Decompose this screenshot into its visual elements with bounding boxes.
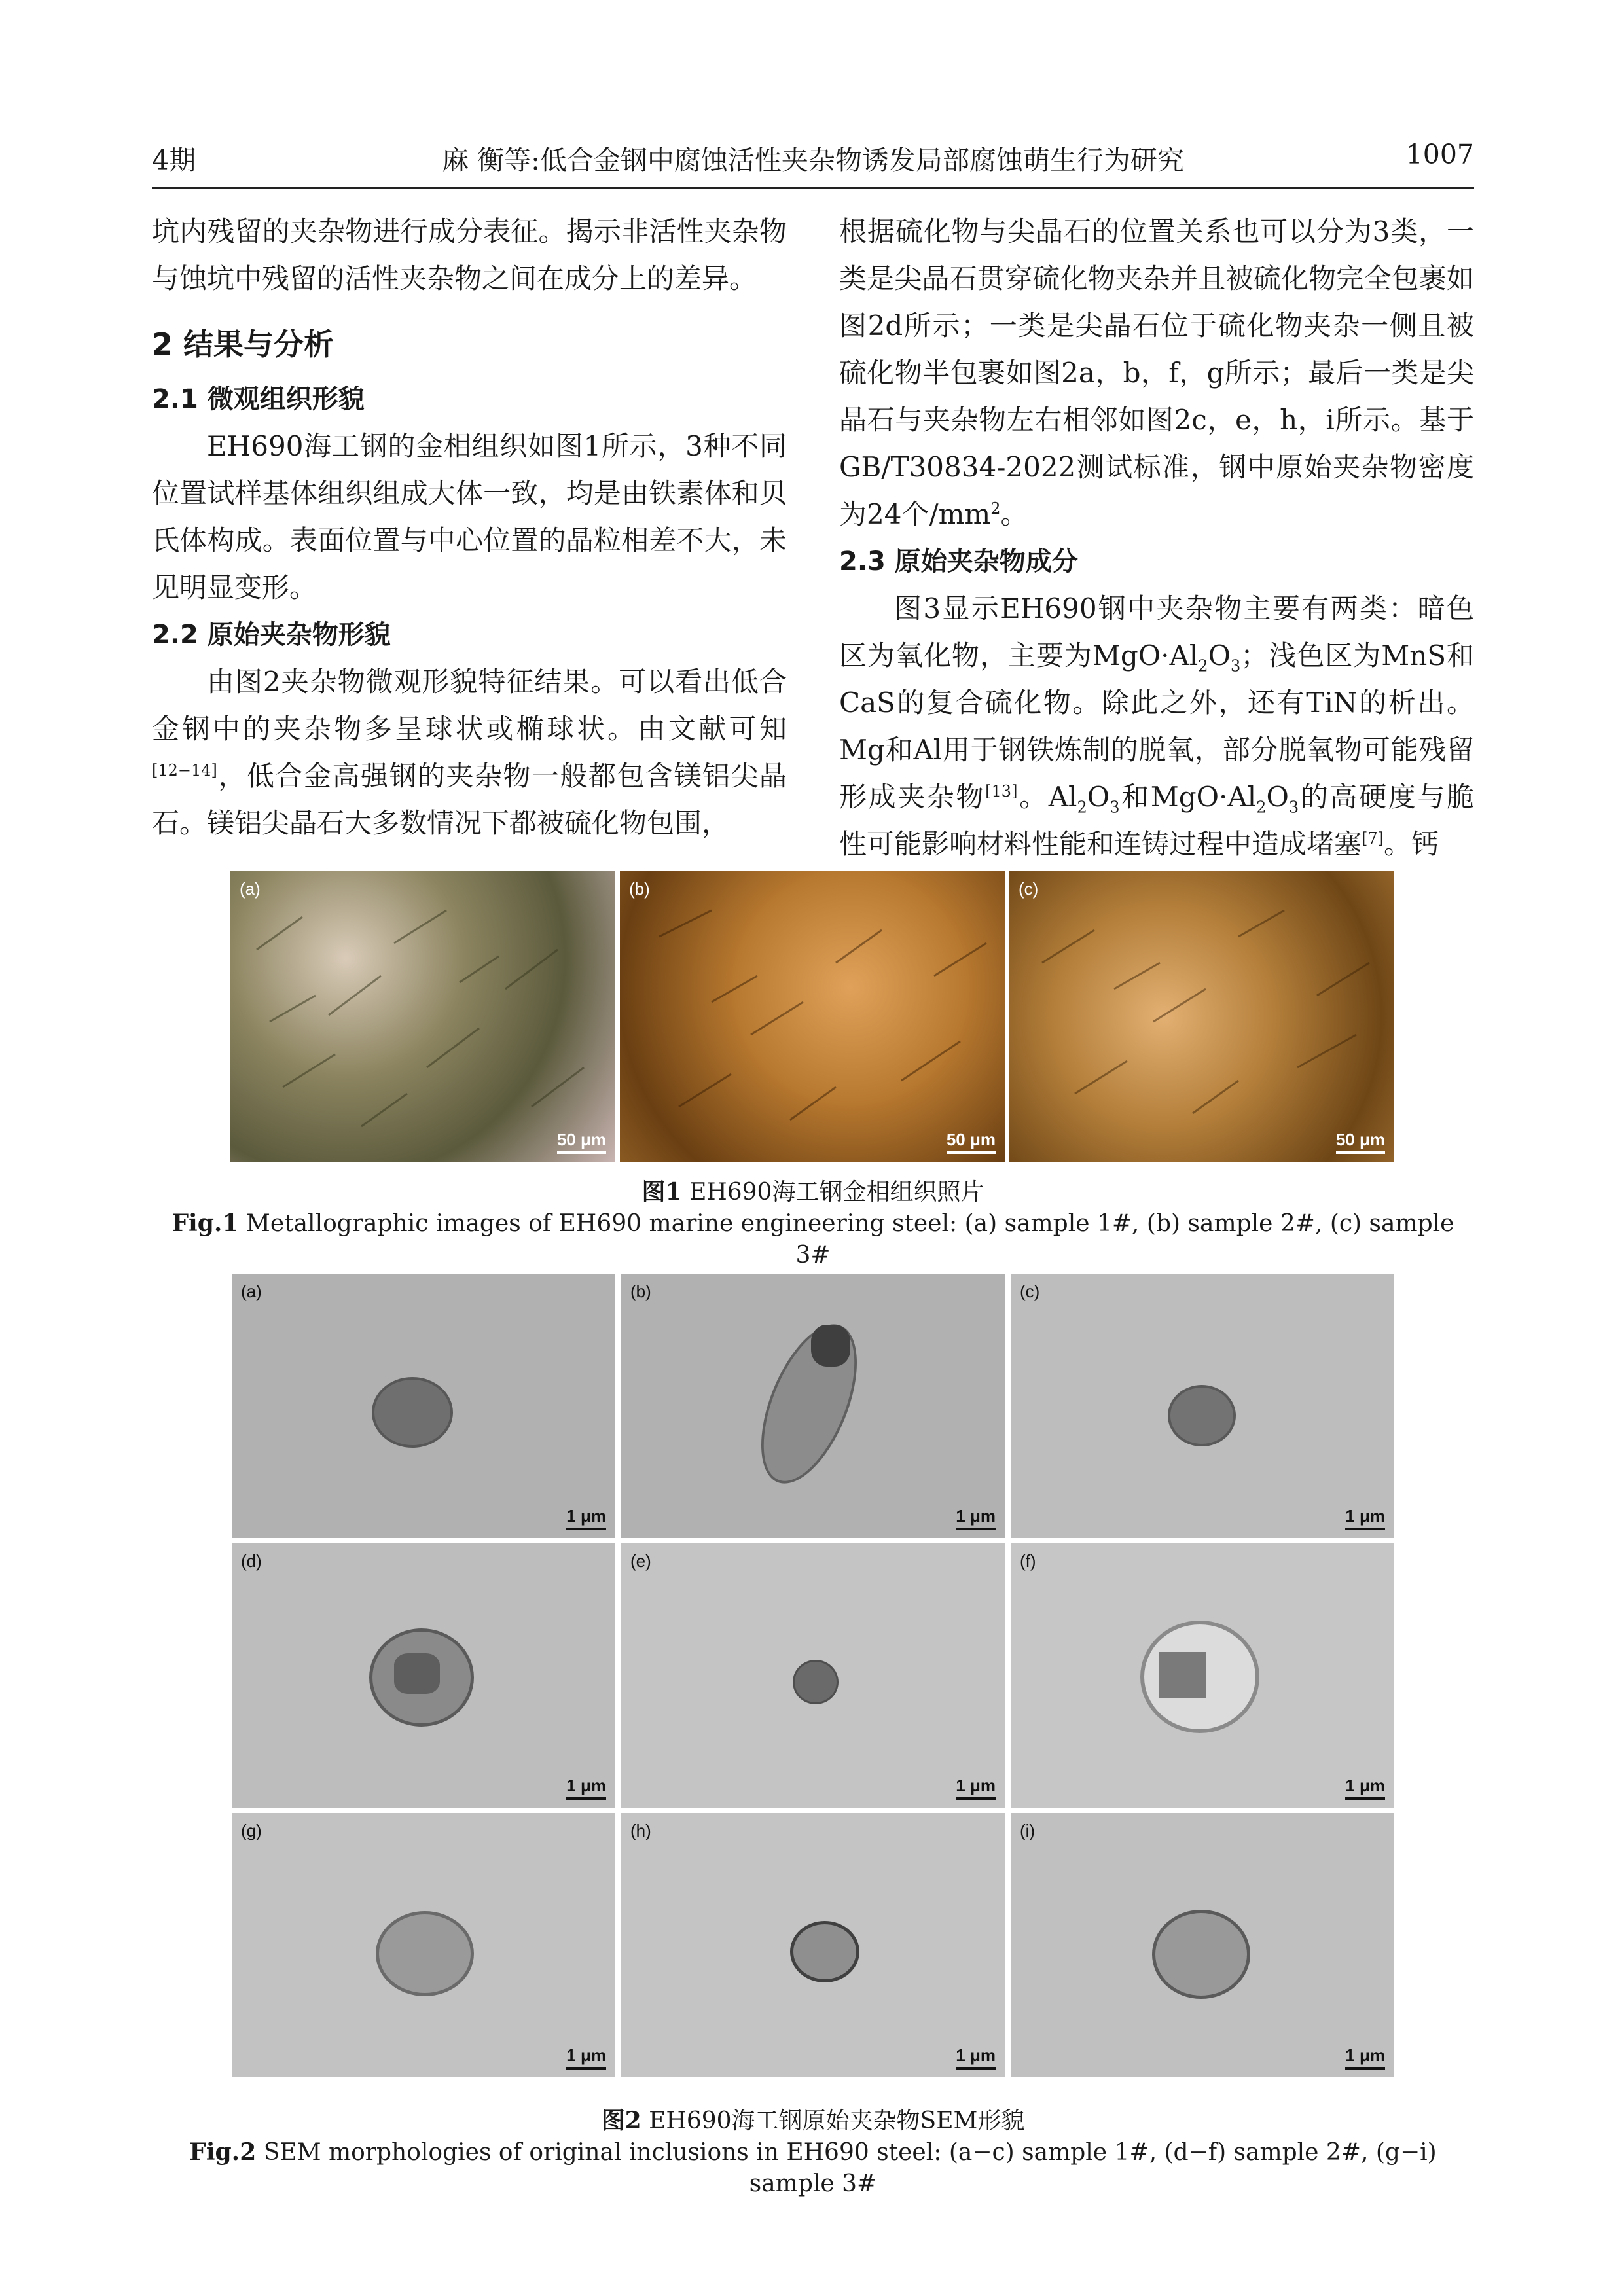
panel-label: (h) bbox=[630, 1821, 651, 1840]
inclusion bbox=[372, 1377, 453, 1448]
section-2-3-heading: 2.3 原始夹杂物成分 bbox=[839, 547, 1078, 577]
issue-number: 4期 bbox=[152, 145, 196, 176]
scale-bar: 50 μm bbox=[557, 1130, 606, 1154]
scale-bar: 1 μm bbox=[1345, 1776, 1385, 1800]
running-title: 麻 衡等:低合金钢中腐蚀活性夹杂物诱发局部腐蚀萌生行为研究 bbox=[442, 145, 1184, 176]
panel-label: (b) bbox=[630, 1282, 651, 1301]
figure-1 bbox=[230, 871, 1394, 1162]
section-2-2-heading: 2.2 原始夹杂物形貌 bbox=[152, 620, 391, 650]
sem-panel-a bbox=[232, 1274, 615, 1538]
micrograph-texture bbox=[620, 871, 1005, 1162]
panel-label: (c) bbox=[1020, 1282, 1040, 1301]
panel-label: (e) bbox=[630, 1551, 651, 1571]
micrograph-texture bbox=[1009, 871, 1394, 1162]
inclusion bbox=[1168, 1385, 1236, 1446]
left-column bbox=[152, 208, 787, 847]
citation: [13] bbox=[985, 782, 1018, 800]
metallograph-panel-c bbox=[1009, 871, 1394, 1162]
scale-bar: 1 μm bbox=[956, 1506, 996, 1530]
sem-panel-i bbox=[1011, 1813, 1394, 2077]
inclusion bbox=[376, 1911, 474, 1996]
scale-bar: 1 μm bbox=[566, 1776, 606, 1800]
inclusion-dark-phase bbox=[394, 1653, 440, 1694]
inclusion-dark-phase bbox=[1159, 1652, 1206, 1698]
paragraph-intro-end: 坑内残留的夹杂物进行成分表征。揭示非活性夹杂物与蚀坑中残留的活性夹杂物之间在成分上的差异。 bbox=[152, 215, 787, 295]
inclusion bbox=[742, 1311, 876, 1496]
panel-label: (i) bbox=[1020, 1821, 1036, 1840]
inclusion bbox=[1152, 1910, 1250, 1999]
inclusion bbox=[793, 1660, 839, 1704]
inclusion bbox=[790, 1921, 859, 1982]
sem-panel-g bbox=[232, 1813, 615, 2077]
right-column bbox=[839, 208, 1474, 868]
scale-bar: 1 μm bbox=[566, 1506, 606, 1530]
sem-panel-e bbox=[621, 1543, 1005, 1808]
scale-bar: 1 μm bbox=[1345, 2045, 1385, 2070]
panel-label: (g) bbox=[241, 1821, 262, 1840]
paragraph-2-1: EH690海工钢的金相组织如图1所示，3种不同位置试样基体组织组成大体一致，均是由铁素体和贝氏体构成。表面位置与中心位置的晶粒相差不大，未见明显变形。 bbox=[152, 430, 787, 603]
panel-label: (a) bbox=[240, 879, 261, 899]
sem-panel-b bbox=[621, 1274, 1005, 1538]
sem-panel-f bbox=[1011, 1543, 1394, 1808]
paragraph-spinel-classes: 根据硫化物与尖晶石的位置关系也可以分为3类，一类是尖晶石贯穿硫化物夹杂并且被硫化物完全包裹如图2d所示；一类是尖晶石位于硫化物夹杂一侧且被硫化物半包裹如图2a，b，f，g所示；最后一类是尖晶石与夹杂物左右相邻如图2c，e，h，i所示。基于GB/T30834-2022测试标准，钢中原始夹杂物密度为24个$/mm^2$。 bbox=[839, 215, 1474, 530]
scale-bar: 1 μm bbox=[566, 2045, 606, 2070]
figure-2 bbox=[232, 1274, 1394, 2077]
section-2-1-heading: 2.1 微观组织形貌 bbox=[152, 384, 365, 414]
sem-panel-d bbox=[232, 1543, 615, 1808]
scale-bar: 1 μm bbox=[956, 1776, 996, 1800]
page-number: 1007 bbox=[1405, 139, 1474, 170]
metallograph-panel-a bbox=[230, 871, 615, 1162]
panel-label: (d) bbox=[241, 1551, 262, 1571]
running-header bbox=[152, 139, 1474, 185]
scale-bar: 50 μm bbox=[947, 1130, 996, 1154]
citation: [12−14] bbox=[152, 761, 217, 780]
panel-label: (f) bbox=[1020, 1551, 1036, 1571]
figure-1-caption-en: Fig.1 Metallographic images of EH690 marine engineering steel: (a) sample 1#, (b) sample 2#, (c) sample 3# bbox=[171, 1210, 1454, 1268]
panel-label: (c) bbox=[1019, 879, 1039, 899]
sem-panel-c bbox=[1011, 1274, 1394, 1538]
citation: [7] bbox=[1362, 829, 1384, 848]
paragraph-2-3: 图3显示EH690钢中夹杂物主要有两类：暗色区为氧化物，主要为$MgO\cdot Al_2O_3$；浅色区为MnS和CaS的复合硫化物。除此之外，还有TiN的析出。Mg和Al用于钢铁炼制的脱氧，部分脱氧物可能残留形成夹杂物[13]。$Al_2O_3$和$MgO\cdot Al_2O_3$的高硬度与脆性可能影响材料性能和连铸过程中造成堵塞[7]。钙 bbox=[839, 592, 1474, 860]
figure-1-caption-cn: 图1 EH690海工钢金相组织照片 bbox=[641, 1178, 984, 1206]
panel-label: (a) bbox=[241, 1282, 262, 1301]
micrograph-texture bbox=[230, 871, 615, 1162]
metallograph-panel-b bbox=[620, 871, 1005, 1162]
scale-bar: 1 μm bbox=[956, 2045, 996, 2070]
sem-panel-h bbox=[621, 1813, 1005, 2077]
figure-2-caption-cn: 图2 EH690海工钢原始夹杂物SEM形貌 bbox=[601, 2107, 1025, 2134]
figure-2-caption-en: Fig.2 SEM morphologies of original inclusions in EH690 steel: (a−c) sample 1#, (d−f) sample 2#, (g−i) sample 3# bbox=[189, 2138, 1437, 2197]
inclusion-dark-phase bbox=[811, 1325, 850, 1367]
scale-bar: 50 μm bbox=[1336, 1130, 1385, 1154]
panel-label: (b) bbox=[629, 879, 650, 899]
paragraph-2-2: 由图2夹杂物微观形貌特征结果。可以看出低合金钢中的夹杂物多呈球状或椭球状。由文献可知[12−14]，低合金高强钢的夹杂物一般都包含镁铝尖晶石。镁铝尖晶石大多数情况下都被硫化物包围， bbox=[152, 666, 787, 839]
section-2-heading: 2 结果与分析 bbox=[152, 327, 334, 362]
header-rule bbox=[152, 187, 1474, 189]
scale-bar: 1 μm bbox=[1345, 1506, 1385, 1530]
